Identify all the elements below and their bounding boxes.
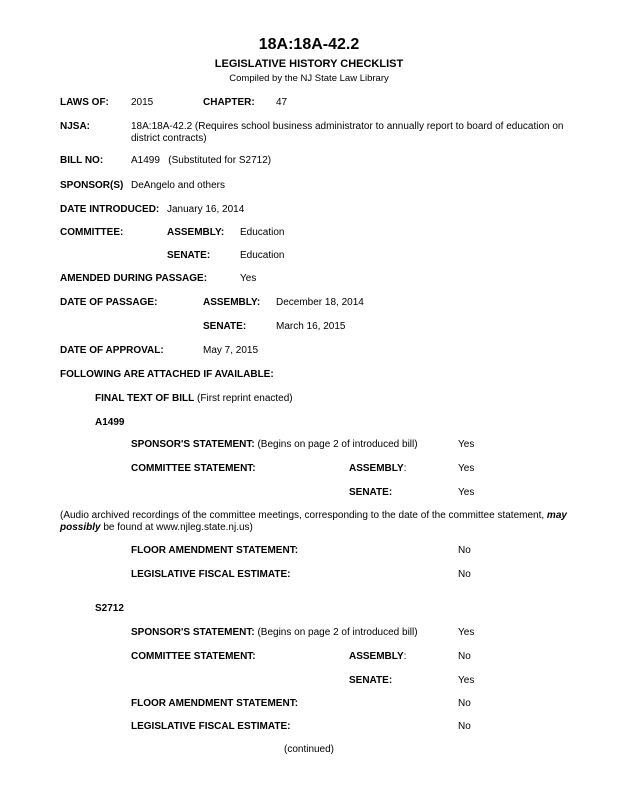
bill-s-committee-statement-label: COMMITTEE STATEMENT: — [131, 651, 256, 662]
bill-s-committee-assembly — [349, 651, 406, 662]
bill-a-assembly-colon: : — [403, 463, 407, 474]
bill-a-floor-value: No — [458, 545, 471, 556]
laws-of-value: 2015 — [131, 97, 154, 108]
bill-s-assembly-label: ASSEMBLY — [349, 651, 404, 662]
bill-s-floor-value: No — [458, 698, 471, 709]
bill-s-fiscal-value: No — [458, 721, 471, 732]
njsa-value: 18A:18A-42.2 (Requires school business administrator to annually report to board of education on district contracts) — [131, 121, 564, 144]
bill-a-senate-label: SENATE: — [349, 487, 393, 498]
amended-label: AMENDED DURING PASSAGE: — [60, 273, 208, 284]
passage-label: DATE OF PASSAGE: — [60, 297, 158, 308]
chapter-value: 47 — [276, 97, 288, 108]
final-text-label: FINAL TEXT OF BILL — [95, 393, 195, 404]
passage-senate-label: SENATE: — [203, 321, 247, 332]
audio-note-emphasis: may possibly — [60, 510, 567, 533]
bill-s-sponsor-statement — [131, 627, 418, 638]
committee-assembly-label: ASSEMBLY: — [167, 227, 225, 238]
bill-no-value: A1499 (Substituted for S2712) — [131, 155, 272, 166]
passage-assembly-value: December 18, 2014 — [276, 297, 364, 308]
approval-label: DATE OF APPROVAL: — [60, 345, 164, 356]
statute-title: 18A:18A-42.2 — [258, 36, 360, 53]
bill-a-sponsor-statement — [131, 439, 418, 450]
final-text-note: (First reprint enacted) — [194, 393, 293, 404]
bill-a-committee-statement-label: COMMITTEE STATEMENT: — [131, 463, 256, 474]
bill-s-senate-value: Yes — [458, 675, 475, 686]
passage-senate-value: March 16, 2015 — [276, 321, 346, 332]
amended-value: Yes — [240, 273, 257, 284]
bill-a-assembly-label: ASSEMBLY — [349, 463, 404, 474]
document-title: LEGISLATIVE HISTORY CHECKLIST — [214, 58, 404, 70]
bill-a-committee-assembly — [349, 463, 406, 474]
bill-a-fiscal-value: No — [458, 569, 471, 580]
committee-senate-value: Education — [240, 250, 285, 261]
committee-assembly-value: Education — [240, 227, 285, 238]
bill-s-fiscal-label: LEGISLATIVE FISCAL ESTIMATE: — [131, 721, 291, 732]
date-introduced-value: January 16, 2014 — [167, 204, 245, 215]
approval-value: May 7, 2015 — [203, 345, 259, 356]
committee-senate-label: SENATE: — [167, 250, 211, 261]
bill-s-number: S2712 — [95, 603, 124, 614]
sponsors-label: SPONSOR(S) — [60, 180, 124, 191]
bill-a-number: A1499 — [95, 417, 125, 428]
bill-a-assembly-value: Yes — [458, 463, 475, 474]
bill-no-label: BILL NO: — [60, 155, 104, 166]
bill-s-sponsor-statement-value: Yes — [458, 627, 475, 638]
bill-s-floor-label: FLOOR AMENDMENT STATEMENT: — [131, 698, 299, 709]
committee-label: COMMITTEE: — [60, 227, 124, 238]
audio-note-after: be found at www.njleg.state.nj.us) — [100, 522, 253, 533]
bill-a-sponsor-statement-label: SPONSOR'S STATEMENT: — [131, 439, 255, 450]
date-introduced-label: DATE INTRODUCED: — [60, 204, 160, 215]
laws-of-label: LAWS OF: — [60, 97, 109, 108]
bill-s-assembly-value: No — [458, 651, 471, 662]
bill-a-floor-label: FLOOR AMENDMENT STATEMENT: — [131, 545, 299, 556]
njsa-label: NJSA: — [60, 121, 91, 132]
attached-heading: FOLLOWING ARE ATTACHED IF AVAILABLE: — [60, 369, 274, 380]
compiled-by: Compiled by the NJ State Law Library — [229, 73, 389, 84]
chapter-label: CHAPTER: — [203, 97, 255, 108]
audio-note — [60, 510, 605, 534]
passage-assembly-label: ASSEMBLY: — [203, 297, 261, 308]
bill-a-sponsor-statement-note: (Begins on page 2 of introduced bill) — [254, 439, 418, 450]
sponsors-value: DeAngelo and others — [131, 180, 225, 191]
bill-a-fiscal-label: LEGISLATIVE FISCAL ESTIMATE: — [131, 569, 291, 580]
bill-s-senate-label: SENATE: — [349, 675, 393, 686]
bill-s-assembly-colon: : — [403, 651, 407, 662]
audio-note-before: (Audio archived recordings of the committee meetings, corresponding to the date of the committee statement, — [60, 510, 547, 521]
bill-s-sponsor-statement-note: (Begins on page 2 of introduced bill) — [254, 627, 418, 638]
bill-a-sponsor-statement-value: Yes — [458, 439, 475, 450]
final-text-line — [95, 393, 293, 404]
bill-s-sponsor-statement-label: SPONSOR'S STATEMENT: — [131, 627, 255, 638]
continued-footer: (continued) — [283, 744, 335, 755]
bill-a-senate-value: Yes — [458, 487, 475, 498]
